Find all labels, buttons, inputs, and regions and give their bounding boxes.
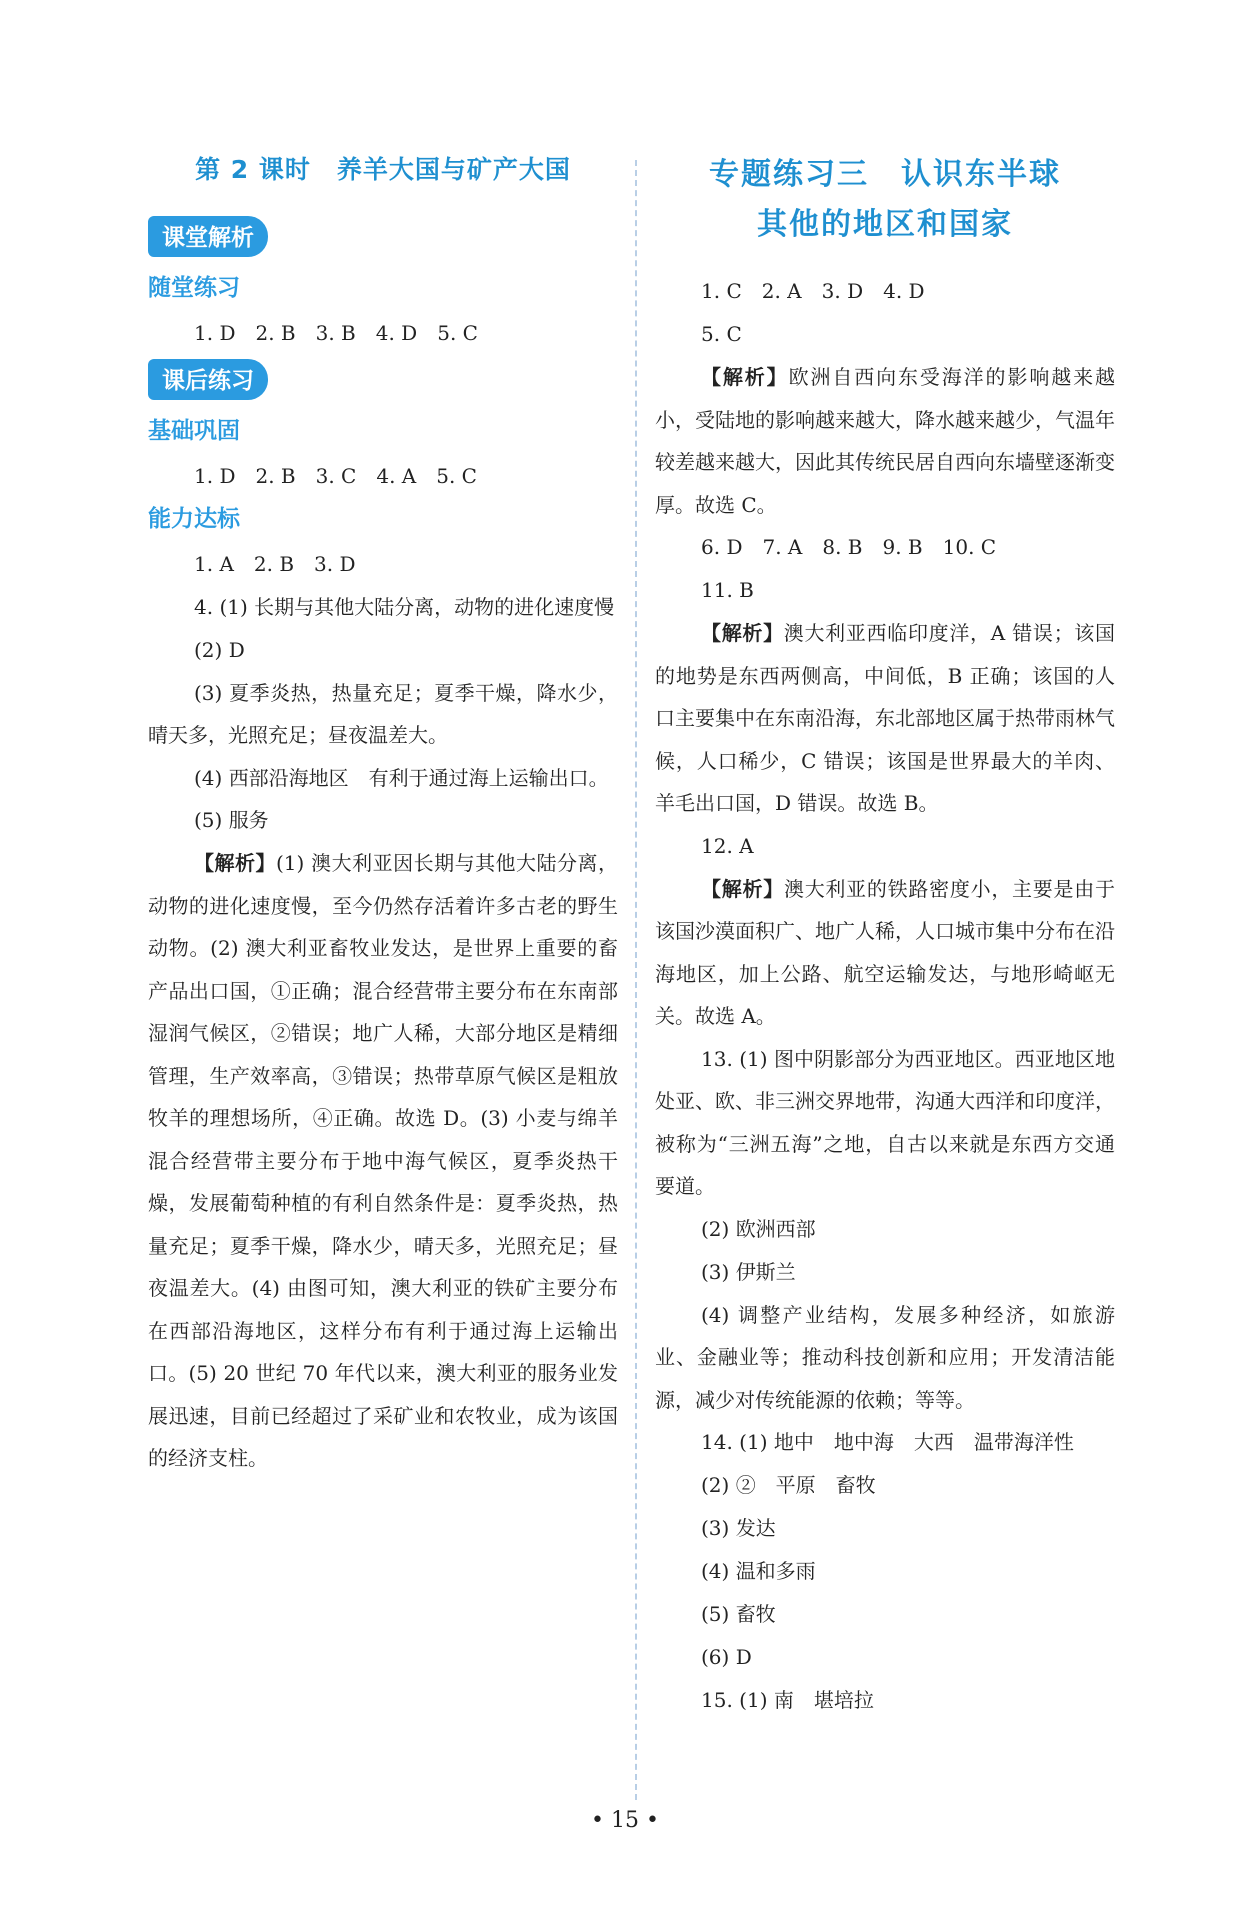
q14-part5: (5) 畜牧 xyxy=(701,1601,776,1626)
answers-6-10: 6. D 7. A 8. B 9. B 10. C xyxy=(701,535,997,559)
right-column xyxy=(655,150,1115,1722)
q14-part1: 14. (1) 地中 地中海 大西 温带海洋性 xyxy=(701,1430,1074,1454)
answers-1-4: 1. C 2. A 3. D 4. D xyxy=(701,279,925,303)
q4-part1: 4. (1) 长期与其他大陆分离，动物的进化速度慢 xyxy=(194,595,615,619)
topic-title xyxy=(655,150,1115,250)
q13-part3: (3) 伊斯兰 xyxy=(701,1259,796,1284)
section-badge-class-analysis: 课堂解析 xyxy=(148,216,268,257)
q4-part4: (4) 西部沿海地区 有利于通过海上运输出口。 xyxy=(194,765,609,790)
topic-title-line1: 专题练习三 认识东半球 xyxy=(709,157,1061,192)
explanation-tag: 【解析】 xyxy=(194,851,276,875)
q15-part1: 15. (1) 南 堪培拉 xyxy=(701,1687,874,1712)
page-number: • 15 • xyxy=(591,1808,659,1833)
answer-12: 12. A xyxy=(701,833,754,858)
topic-title-line2: 其他的地区和国家 xyxy=(757,207,1013,242)
lesson-title: 第 2 课时 养羊大国与矿产大国 xyxy=(195,155,571,184)
explanation-11 xyxy=(655,612,1115,825)
explanation-12 xyxy=(655,868,1115,1038)
explanation-tag: 【解析】 xyxy=(701,365,789,389)
answers-ability: 1. A 2. B 3. D xyxy=(194,552,356,576)
q4-part2: (2) D xyxy=(194,637,245,662)
explanation-text: (1) 澳大利亚因长期与其他大陆分离，动物的进化速度慢，至今仍然存活着许多古老的野生动物。(2) 澳大利亚畜牧业发达，是世界上重要的畜产品出口国，①正确；混合经营带主要分布在东南部湿润气候区，②错误；地广人稀，大部分地区是精细管理，生产效率高，③错误；热带草原气候区是粗放牧羊的理想场所，④正确。故选 D。(3) 小麦与绵羊混合经营带主要分布于地中海气候区，夏季炎热干燥，发展葡萄种植的有利自然条件是：夏季炎热，热量充足；夏季干燥，降水少，晴天多，光照充足；昼夜温差大。(4) 由图可知，澳大利亚的铁矿主要分布在西部沿海地区，这样分布有利于通过海上运输出口。(5) 20 世纪 70 年代以来，澳大利亚的服务业发展迅速，目前已经超过了采矿业和农牧业，成为该国的经济支柱。 xyxy=(148,851,619,1470)
answer-5: 5. C xyxy=(701,322,742,346)
q13-part1: 13. (1) 图中阴影部分为西亚地区。西亚地区地处亚、欧、非三洲交界地带，沟通大西洋和印度洋，被称为“三洲五海”之地，自古以来就是东西方交通要道。 xyxy=(655,1046,1115,1198)
subhead-basic: 基础巩固 xyxy=(148,418,240,444)
q4-part3: (3) 夏季炎热，热量充足；夏季干燥，降水少，晴天多，光照充足；昼夜温差大。 xyxy=(148,680,618,747)
explanation-text: 澳大利亚西临印度洋，A 错误；该国的地势是东西两侧高，中间低，B 正确；该国的人口主要集中在东南沿海，东北部地区属于热带雨林气候，人口稀少，C 错误；该国是世界最大的羊肉、羊毛出口国，D 错误。故选 B。 xyxy=(655,621,1115,815)
q14-part3: (3) 发达 xyxy=(701,1515,776,1540)
left-column xyxy=(148,150,618,1480)
answers-basic: 1. D 2. B 3. C 4. A 5. C xyxy=(194,464,477,488)
answer-11: 11. B xyxy=(701,578,754,602)
explanation-text: 欧洲自西向东受海洋的影响越来越小，受陆地的影响越来越大，降水越来越少，气温年较差越来越大，因此其传统民居自西向东墙壁逐渐变厚。故选 C。 xyxy=(655,365,1116,517)
q14-part2: (2) ② 平原 畜牧 xyxy=(701,1472,876,1497)
explanation-tag: 【解析】 xyxy=(701,876,784,901)
explanation-5 xyxy=(655,356,1115,526)
q4-explanation xyxy=(148,842,618,1480)
q4-part5: (5) 服务 xyxy=(194,808,269,832)
subhead-ability: 能力达标 xyxy=(148,506,240,532)
q13-part4: (4) 调整产业结构，发展多种经济，如旅游业、金融业等；推动科技创新和应用；开发清洁能源，减少对传统能源的依赖；等等。 xyxy=(655,1302,1115,1412)
column-divider xyxy=(635,160,637,1800)
explanation-tag: 【解析】 xyxy=(701,621,784,645)
explanation-text: 澳大利亚的铁路密度小，主要是由于该国沙漠面积广、地广人稀，人口城市集中分布在沿海地区，加上公路、航空运输发达，与地形崎岖无关。故选 A。 xyxy=(655,876,1116,1028)
section-badge-after-class: 课后练习 xyxy=(148,359,268,400)
q14-part4: (4) 温和多雨 xyxy=(701,1558,816,1583)
answers-in-class: 1. D 2. B 3. B 4. D 5. C xyxy=(194,321,478,345)
subhead-in-class-practice: 随堂练习 xyxy=(148,275,240,301)
q13-part2: (2) 欧洲西部 xyxy=(701,1216,816,1241)
q14-part6: (6) D xyxy=(701,1644,752,1669)
